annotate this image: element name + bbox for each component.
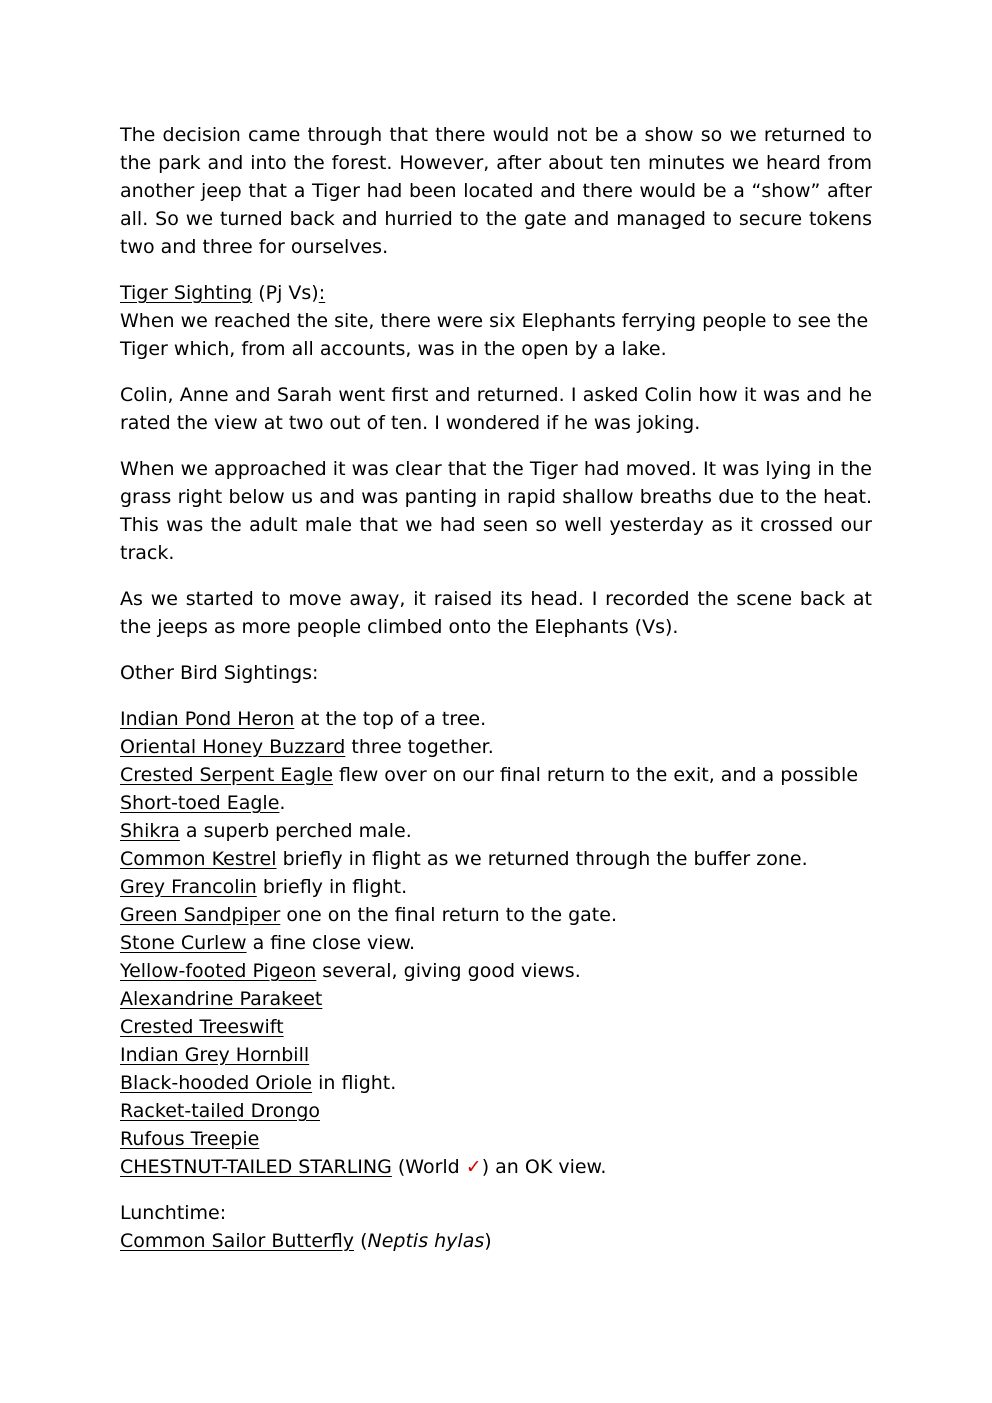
bird-note-prefix: (World — [391, 1156, 466, 1178]
list-item — [120, 733, 872, 761]
bird-name: Yellow-footed Pigeon — [120, 960, 317, 982]
bird-name: Rufous Treepie — [120, 1128, 260, 1150]
bird-name: Indian Pond Heron — [120, 708, 295, 730]
list-item — [120, 957, 872, 985]
list-item — [120, 761, 872, 789]
list-item-final — [120, 1153, 872, 1181]
tiger-heading: Tiger Sighting — [120, 282, 253, 304]
list-item — [120, 817, 872, 845]
bird-name: Short-toed Eagle — [120, 792, 280, 814]
document-page — [120, 121, 872, 1273]
tiger-paragraph-3: When we approached it was clear that the Tiger had moved. It was lying in the grass right below us and was panting in rapid shallow breaths due to the heat. This was the adult male that we had seen so well yesterday as it crossed our track. — [120, 458, 872, 564]
tiger-heading-colon: : — [318, 282, 326, 304]
bird-note: briefly in flight as we returned through the buffer zone. — [276, 848, 808, 870]
bird-note: in flight. — [312, 1072, 397, 1094]
bird-note: three together. — [345, 736, 494, 758]
bird-note: briefly in flight. — [256, 876, 408, 898]
list-item — [120, 1041, 872, 1069]
bird-note-suffix: ) an OK view. — [481, 1156, 607, 1178]
tiger-heading-suffix: (Pj Vs) — [252, 282, 319, 304]
bird-note: . — [279, 792, 286, 814]
bird-note: several, giving good views. — [316, 960, 581, 982]
intro-paragraph: The decision came through that there would not be a show so we returned to the park and into the forest. However, after about ten minutes we heard from another jeep that a Tiger had been located and there would be a “show” after all. So we turned back and hurried to the gate and managed to secure tokens two and three for ourselves. — [120, 124, 872, 258]
bird-name: Shikra — [120, 820, 180, 842]
bird-note: flew over on our final return to the exit, and a possible — [333, 764, 859, 786]
close-paren: ) — [484, 1230, 492, 1252]
list-item — [120, 705, 872, 733]
tiger-paragraph-4: As we started to move away, it raised its head. I recorded the scene back at the jeeps as more people climbed onto the Elephants (Vs). — [120, 588, 872, 638]
bird-note: one on the final return to the gate. — [280, 904, 617, 926]
scientific-name: Neptis hylas — [367, 1230, 485, 1252]
list-item — [120, 789, 872, 817]
bird-name: CHESTNUT-TAILED STARLING — [120, 1156, 392, 1178]
list-item — [120, 901, 872, 929]
bird-note: a fine close view. — [246, 932, 416, 954]
bird-name: Green Sandpiper — [120, 904, 281, 926]
bird-note: at the top of a tree. — [294, 708, 487, 730]
tiger-paragraph-2: Colin, Anne and Sarah went first and returned. I asked Colin how it was and he rated the view at two out of ten. I wondered if he was joking. — [120, 384, 872, 434]
bird-name: Black-hooded Oriole — [120, 1072, 313, 1094]
bird-name: Indian Grey Hornbill — [120, 1044, 310, 1066]
list-item — [120, 1069, 872, 1097]
lunch-section — [120, 1199, 872, 1255]
bird-name: Oriental Honey Buzzard — [120, 736, 346, 758]
open-paren: ( — [354, 1230, 368, 1252]
bird-name: Crested Treeswift — [120, 1016, 284, 1038]
checkmark-icon: ✓ — [465, 1156, 482, 1178]
bird-name: Crested Serpent Eagle — [120, 764, 334, 786]
tiger-section — [120, 279, 872, 363]
tiger-paragraph-1: When we reached the site, there were six Elephants ferrying people to see the Tiger which, from all accounts, was in the open by a lake. — [120, 310, 869, 360]
bird-sightings-list — [120, 705, 872, 1181]
list-item — [120, 1125, 872, 1153]
list-item — [120, 929, 872, 957]
list-item — [120, 873, 872, 901]
bird-note: a superb perched male. — [179, 820, 412, 842]
list-item — [120, 985, 872, 1013]
bird-name: Grey Francolin — [120, 876, 257, 898]
bird-name: Common Kestrel — [120, 848, 277, 870]
lunch-item — [120, 1227, 872, 1255]
butterfly-name: Common Sailor Butterfly — [120, 1230, 355, 1252]
list-item — [120, 1013, 872, 1041]
tiger-heading-line — [120, 279, 872, 307]
list-item — [120, 1097, 872, 1125]
lunch-heading: Lunchtime: — [120, 1202, 227, 1224]
bird-name: Alexandrine Parakeet — [120, 988, 323, 1010]
bird-name: Stone Curlew — [120, 932, 247, 954]
list-item — [120, 845, 872, 873]
bird-name: Racket-tailed Drongo — [120, 1100, 321, 1122]
birds-heading: Other Bird Sightings: — [120, 662, 319, 684]
